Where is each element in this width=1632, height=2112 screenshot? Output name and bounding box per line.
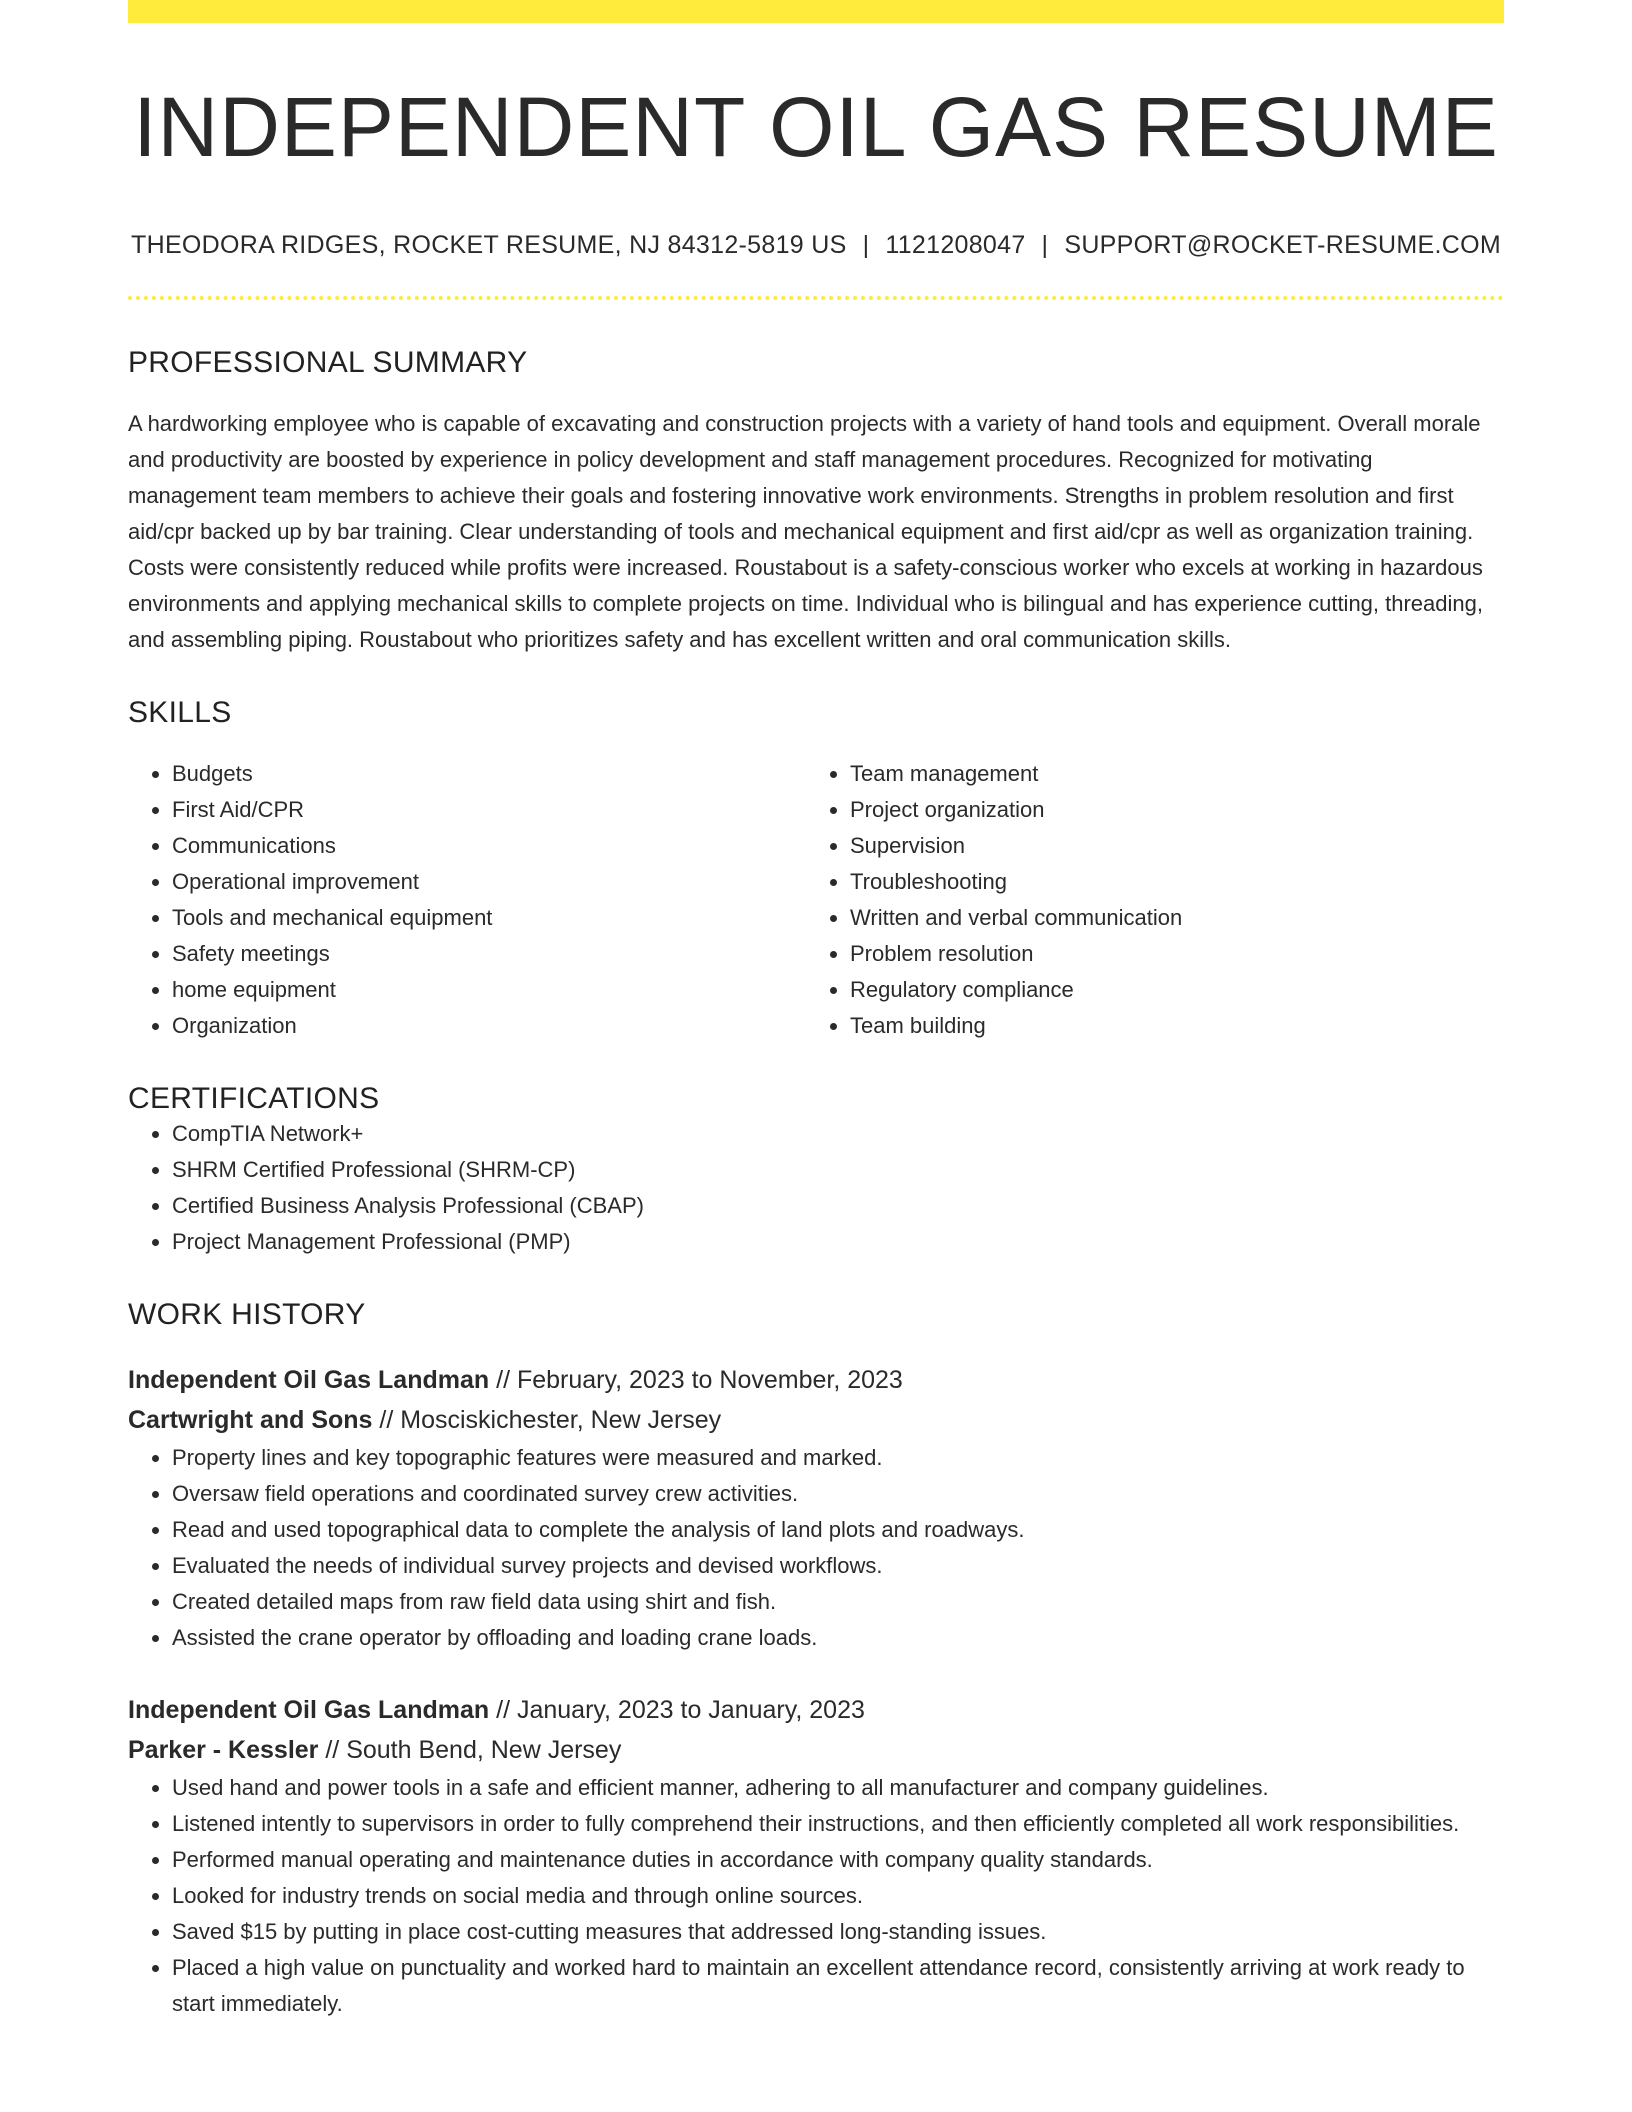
skill-item: • First Aid/CPR — [172, 792, 806, 828]
contact-phone: 1121208047 — [885, 231, 1026, 260]
skill-item: • Troubleshooting — [850, 864, 1484, 900]
job-entry — [128, 1690, 1504, 2022]
job-company: Cartwright and Sons — [128, 1406, 373, 1435]
skill-item: • home equipment — [172, 972, 806, 1008]
work-history-section — [128, 1298, 1504, 2022]
certifications-list — [128, 1116, 1504, 1260]
skill-item: • Team management — [850, 756, 1484, 792]
job-company-line — [128, 1730, 1504, 1770]
skill-item: • Team building — [850, 1008, 1484, 1044]
section-heading: CERTIFICATIONS — [128, 1082, 380, 1116]
job-title-line — [128, 1360, 1504, 1400]
skills-column-left — [128, 756, 806, 1044]
job-bullet: • Property lines and key topographic features were measured and marked. — [172, 1440, 1504, 1476]
certification-item: • CompTIA Network+ — [172, 1116, 1504, 1152]
job-location: // Mosciskichester, New Jersey — [372, 1406, 722, 1435]
contact-separator: | — [862, 231, 870, 260]
contact-separator: | — [1041, 231, 1049, 260]
job-bullet: • Listened intently to supervisors in order to fully comprehend their instructions, and then efficiently completed all work responsibilities. — [172, 1806, 1504, 1842]
skills-grid — [128, 756, 1504, 1044]
job-bullet: • Used hand and power tools in a safe and efficient manner, adhering to all manufacturer and company guidelines. — [172, 1770, 1504, 1806]
skill-item: • Problem resolution — [850, 936, 1484, 972]
job-title-line — [128, 1690, 1504, 1730]
contact-line — [128, 231, 1504, 260]
section-heading: PROFESSIONAL SUMMARY — [128, 346, 528, 380]
skill-item: • Tools and mechanical equipment — [172, 900, 806, 936]
job-bullet: • Created detailed maps from raw field data using shirt and fish. — [172, 1584, 1504, 1620]
job-bullet: • Read and used topographical data to complete the analysis of land plots and roadways. — [172, 1512, 1504, 1548]
job-bullet: • Oversaw field operations and coordinated survey crew activities. — [172, 1476, 1504, 1512]
skill-item: • Supervision — [850, 828, 1484, 864]
certification-item: • Project Management Professional (PMP) — [172, 1224, 1504, 1260]
skill-item: • Budgets — [172, 756, 806, 792]
section-heading: SKILLS — [128, 696, 232, 730]
skill-item: • Organization — [172, 1008, 806, 1044]
skills-list — [806, 756, 1484, 1044]
accent-top-bar — [128, 0, 1504, 23]
job-bullets — [128, 1440, 1504, 1656]
certification-item: • Certified Business Analysis Professional (CBAP) — [172, 1188, 1504, 1224]
contact-address: THEODORA RIDGES, ROCKET RESUME, NJ 84312-5819 US — [131, 231, 847, 260]
skill-item: • Communications — [172, 828, 806, 864]
job-bullet: • Placed a high value on punctuality and worked hard to maintain an excellent attendance record, consistently arriving at work ready to start immediately. — [172, 1950, 1504, 2022]
skills-column-right — [806, 756, 1484, 1044]
certifications-section — [128, 1082, 1504, 1260]
resume-page — [128, 0, 1504, 2022]
job-bullets — [128, 1770, 1504, 2022]
skill-item: • Operational improvement — [172, 864, 806, 900]
job-title: Independent Oil Gas Landman — [128, 1366, 490, 1395]
job-bullet: • Performed manual operating and maintenance duties in accordance with company quality standards. — [172, 1842, 1504, 1878]
skill-item: • Regulatory compliance — [850, 972, 1484, 1008]
certification-item: • SHRM Certified Professional (SHRM-CP) — [172, 1152, 1504, 1188]
job-bullet: • Looked for industry trends on social media and through online sources. — [172, 1878, 1504, 1914]
job-bullet: • Evaluated the needs of individual survey projects and devised workflows. — [172, 1548, 1504, 1584]
resume-title: INDEPENDENT OIL GAS RESUME — [133, 80, 1499, 174]
skill-item: • Safety meetings — [172, 936, 806, 972]
skills-section — [128, 696, 1504, 1044]
job-company-line — [128, 1400, 1504, 1440]
section-heading: WORK HISTORY — [128, 1298, 366, 1332]
contact-email: SUPPORT@ROCKET-RESUME.COM — [1064, 231, 1501, 260]
skill-item: • Project organization — [850, 792, 1484, 828]
job-bullet: • Assisted the crane operator by offloading and loading crane loads. — [172, 1620, 1504, 1656]
dotted-divider — [128, 296, 1504, 300]
job-entry — [128, 1360, 1504, 1656]
job-dates: // February, 2023 to November, 2023 — [489, 1366, 903, 1395]
professional-summary-section — [128, 346, 1504, 658]
job-company: Parker - Kessler — [128, 1736, 319, 1765]
job-bullet: • Saved $15 by putting in place cost-cutting measures that addressed long-standing issues. — [172, 1914, 1504, 1950]
job-dates: // January, 2023 to January, 2023 — [489, 1696, 865, 1725]
job-title: Independent Oil Gas Landman — [128, 1696, 490, 1725]
job-location: // South Bend, New Jersey — [318, 1736, 622, 1765]
summary-paragraph: A hardworking employee who is capable of excavating and construction projects with a variety of hand tools and equipment. Overall morale and productivity are boosted by experience in policy development and staff management procedures. Recognized for motivating management team members to achieve their goals and fostering innovative work environments. Strengths in problem resolution and first aid/cpr backed up by bar training. Clear understanding of tools and mechanical equipment and first aid/cpr as well as organization training. Costs were consistently reduced while profits were increased. Roustabout is a safety-conscious worker who excels at working in hazardous environments and applying mechanical skills to complete projects on time. Individual who is bilingual and has experience cutting, threading, and assembling piping. Roustabout who prioritizes safety and has excellent written and oral communication skills. — [128, 411, 1483, 653]
skill-item: • Written and verbal communication — [850, 900, 1484, 936]
skills-list — [128, 756, 806, 1044]
